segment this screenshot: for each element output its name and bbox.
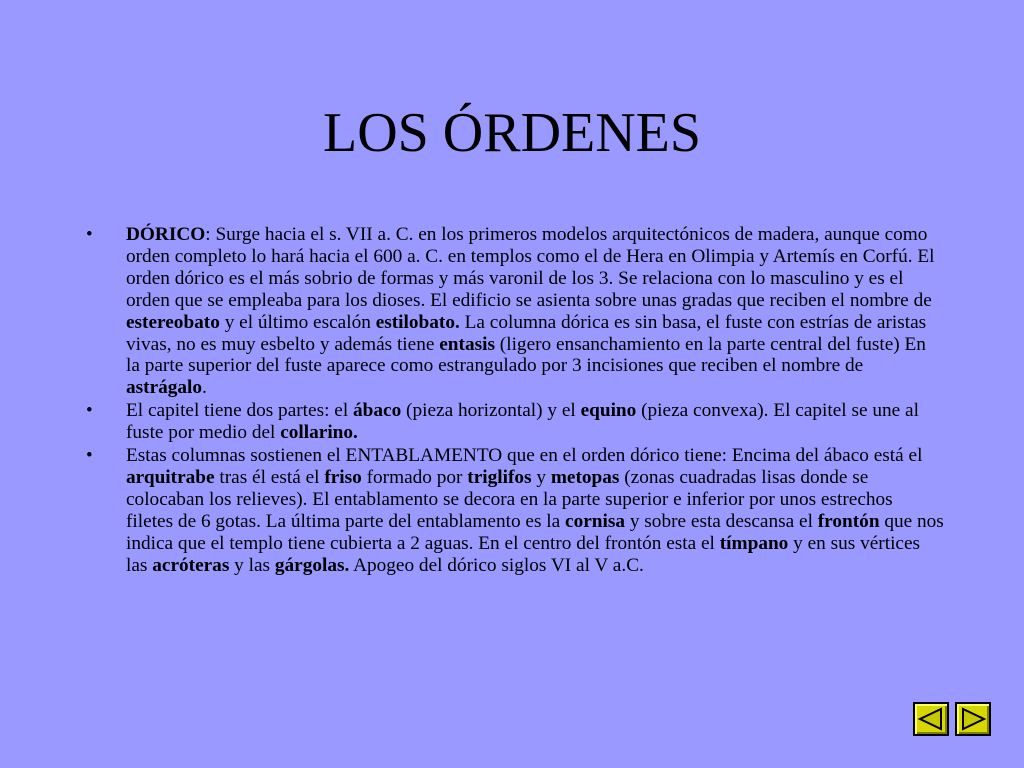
bullet-item xyxy=(86,224,944,399)
slide-navigation xyxy=(913,702,991,742)
bullet-text: . xyxy=(202,377,207,399)
bullet-text: El capitel tiene dos partes: el xyxy=(126,400,354,422)
bold-term: triglifos xyxy=(467,466,532,488)
bold-term: DÓRICO xyxy=(126,224,206,245)
slide-title: LOS ÓRDENES xyxy=(322,102,702,164)
bold-term: friso xyxy=(324,466,362,488)
bullet-text: : Surge hacia el s. VII a. C. en los primeros modelos arquitectónicos de madera, aunque como orden completo lo hará hacia el 600 a. C. en templos como el de Hera en Olimpia y Artemís en Corfú. El orden dórico es el más sobrio de formas y más varonil de los 3. Se relaciona con lo masculino y es el orden que se empleaba para los dioses. El edificio se asienta sobre unas gradas que reciben el nombre de xyxy=(126,224,935,311)
bullet-item xyxy=(86,445,944,576)
bullet-list xyxy=(86,224,944,578)
bullet-text: (pieza convexa). El capitel se une al fuste por medio del xyxy=(126,400,919,444)
bold-term: collarino. xyxy=(280,422,358,444)
bold-term: entasis xyxy=(439,333,495,355)
bullet-marker: • xyxy=(86,445,93,467)
bullet-text: (ligero ensanchamiento en la parte central del fuste) En la parte superior del fuste aparece como estrangulado por 3 incisiones que reciben el nombre de xyxy=(126,333,926,377)
bold-term: cornisa xyxy=(565,510,626,532)
bold-term: estereobato xyxy=(126,311,220,333)
bold-term: gárgolas. xyxy=(274,554,350,576)
bold-term: metopas xyxy=(550,466,620,488)
bullet-text: Apogeo del dórico siglos VI al V a.C. xyxy=(349,554,644,576)
bullet-text: y el último escalón xyxy=(219,311,376,333)
bullet-marker: • xyxy=(86,400,93,422)
bullet-text: formado por xyxy=(361,466,468,488)
bold-term: equino xyxy=(580,400,637,422)
bold-term: estilobato. xyxy=(375,311,460,333)
bold-term: astrágalo xyxy=(126,377,203,399)
triangle-left-icon xyxy=(917,707,945,731)
bullet-text: La columna dórica es sin basa, el fuste con estrías de aristas vivas, no es muy esbelto y además tiene xyxy=(126,311,927,355)
bullet-item xyxy=(86,400,944,444)
next-slide-button[interactable] xyxy=(955,702,991,736)
previous-slide-button[interactable] xyxy=(913,702,949,736)
bullet-text: (pieza horizontal) y el xyxy=(401,400,581,422)
bullet-text: y las xyxy=(229,554,275,576)
bullet-text: y en sus vértices las xyxy=(126,532,921,576)
bullet-text: (zonas cuadradas lisas donde se colocaban los relieves). El entablamento se decora en la parte superior e inferior por unos estrechos filetes de 6 gotas. La última parte del entablamento es la xyxy=(126,466,893,532)
bold-term: arquitrabe xyxy=(126,466,215,488)
bold-term: acróteras xyxy=(152,554,230,576)
bold-term: ábaco xyxy=(353,400,402,422)
bold-term: frontón xyxy=(817,510,880,532)
bullet-text: tras él está el xyxy=(214,466,325,488)
bold-term: tímpano xyxy=(719,532,789,554)
triangle-right-icon xyxy=(959,707,987,731)
bullet-marker: • xyxy=(86,224,93,245)
bullet-text: y xyxy=(531,466,551,488)
bullet-text: Estas columnas sostienen el ENTABLAMENTO que en el orden dórico tiene: Encima del ábaco está el xyxy=(126,445,923,467)
bullet-text: y sobre esta descansa el xyxy=(625,510,818,532)
bullet-text: que nos indica que el templo tiene cubierta a 2 aguas. En el centro del frontón esta el xyxy=(126,510,944,554)
